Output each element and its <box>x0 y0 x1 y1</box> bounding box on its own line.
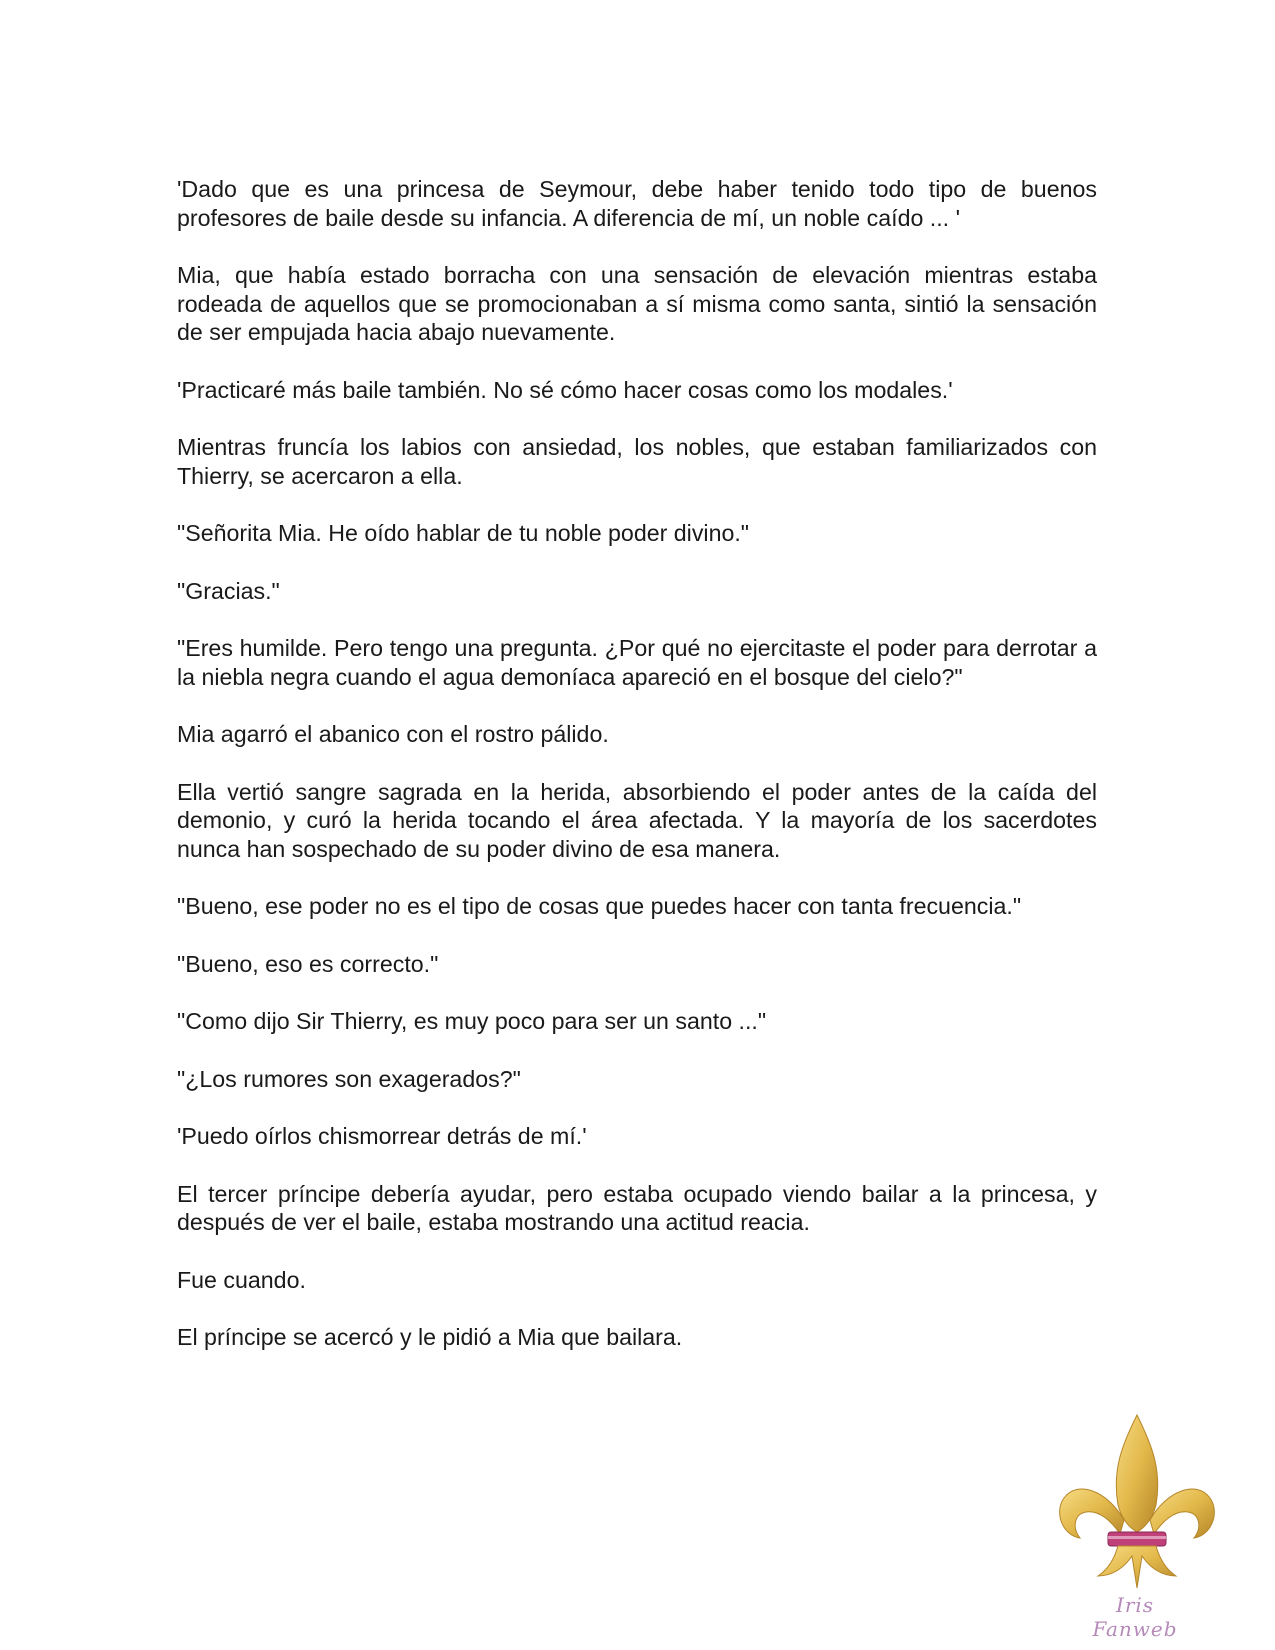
fleur-de-lis-icon <box>1052 1410 1222 1600</box>
paragraph: Fue cuando. <box>177 1266 306 1293</box>
paragraph: 'Practicaré más baile también. No sé cómo hacer cosas como los modales.' <box>177 376 953 403</box>
paragraph: Ella vertió sangre sagrada en la herida, absorbiendo el poder antes de la caída del demonio, y curó la herida tocando el área afectada. Y la mayoría de los sacerdotes nunca han sospechado de su poder divino de esa manera. <box>177 778 1097 862</box>
paragraph: "Eres humilde. Pero tengo una pregunta. ¿Por qué no ejercitaste el poder para derrotar a la niebla negra cuando el agua demoníaca apareció en el bosque del cielo?" <box>177 635 1097 690</box>
paragraph: "Bueno, eso es correcto." <box>177 950 439 977</box>
logo-caption: Iris Fanweb <box>1092 1593 1178 1641</box>
paragraph: "Gracias." <box>177 577 280 604</box>
paragraph: Mientras fruncía los labios con ansiedad, los nobles, que estaban familiarizados con Thierry, se acercaron a ella. <box>177 434 1097 489</box>
paragraph: 'Dado que es una princesa de Seymour, debe haber tenido todo tipo de buenos profesores de baile desde su infancia. A diferencia de mí, un noble caído ... ' <box>177 176 1097 231</box>
paragraph: "Como dijo Sir Thierry, es muy poco para ser un santo ..." <box>177 1008 767 1034</box>
paragraph: "Señorita Mia. He oído hablar de tu noble poder divino." <box>177 520 750 546</box>
paragraph: "Bueno, ese poder no es el tipo de cosas que puedes hacer con tanta frecuencia." <box>177 893 1022 919</box>
paragraph: 'Puedo oírlos chismorrear detrás de mí.' <box>177 1123 587 1149</box>
paragraph: "¿Los rumores son exagerados?" <box>177 1065 521 1092</box>
document-body <box>177 175 1097 1381</box>
paragraph: Mia agarró el abanico con el rostro pálido. <box>177 721 609 747</box>
paragraph: El tercer príncipe debería ayudar, pero estaba ocupado viendo bailar a la princesa, y después de ver el baile, estaba mostrando una actitud reacia. <box>177 1180 1097 1235</box>
paragraph: El príncipe se acercó y le pidió a Mia que bailara. <box>177 1324 683 1350</box>
paragraph: Mia, que había estado borracha con una sensación de elevación mientras estaba rodeada de aquellos que se promocionaban a sí misma como santa, sintió la sensación de ser empujada hacia abajo nuevamente. <box>177 262 1097 345</box>
